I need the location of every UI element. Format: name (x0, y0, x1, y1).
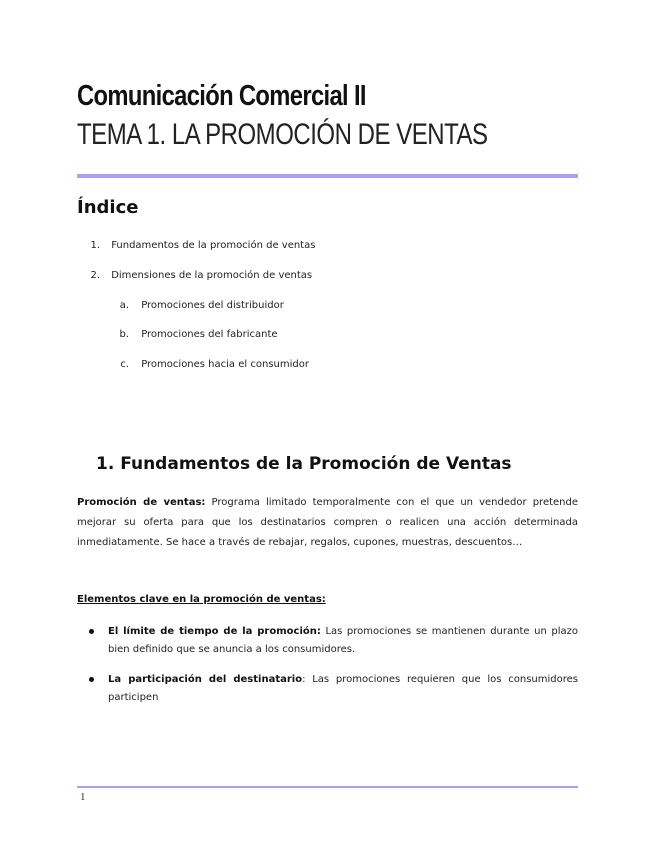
toc-item (117, 300, 284, 311)
toc-marker: 2. (90, 270, 100, 281)
bullet-icon (89, 677, 94, 682)
definition-paragraph (77, 493, 578, 553)
toc-item (117, 359, 309, 370)
topic-title: TEMA 1. LA PROMOCIÓN DE VENTAS (77, 118, 488, 151)
bullet-term: El límite de tiempo de la promoción: (108, 626, 321, 637)
toc-label: Fundamentos de la promoción de ventas (111, 240, 316, 251)
elements-label: Elementos clave en la promoción de ventas: (77, 594, 326, 605)
toc-item (117, 329, 278, 340)
footer-divider (77, 786, 578, 788)
bullet-text: : Las promociones requieren que los consumidores participen (108, 674, 578, 703)
toc-item (88, 270, 312, 281)
toc-label: Promociones del fabricante (141, 329, 278, 340)
toc-marker: c. (120, 359, 129, 370)
list-item (108, 623, 578, 659)
definition-term: Promoción de ventas: (77, 497, 206, 508)
toc-marker: 1. (90, 240, 100, 251)
course-title: Comunicación Comercial II (77, 80, 366, 112)
bullet-icon (89, 629, 94, 634)
list-item (108, 671, 578, 707)
toc-label: Promociones del distribuidor (141, 300, 284, 311)
bullet-term: La participación del destinatario (108, 674, 303, 685)
toc-label: Dimensiones de la promoción de ventas (111, 270, 313, 281)
toc-label: Promociones hacia el consumidor (141, 359, 309, 370)
toc-marker: a. (119, 300, 129, 311)
bullet-text: Las promociones se mantienen durante un plazo bien definido que se anuncia a los consumidores. (108, 626, 578, 655)
toc-item (88, 240, 315, 251)
header-divider (77, 174, 578, 178)
index-heading: Índice (77, 197, 139, 218)
definition-text: Programa limitado temporalmente con el que un vendedor pretende mejorar su oferta para que los destinatarios compren o realicen una acción determinada inmediatamente. Se hace a través de rebajar, regalos, cupones, muestras, descuentos… (77, 497, 579, 548)
page-number: 1 (80, 791, 86, 803)
section-heading: 1. Fundamentos de la Promoción de Ventas (96, 454, 512, 474)
toc-marker: b. (119, 329, 129, 340)
